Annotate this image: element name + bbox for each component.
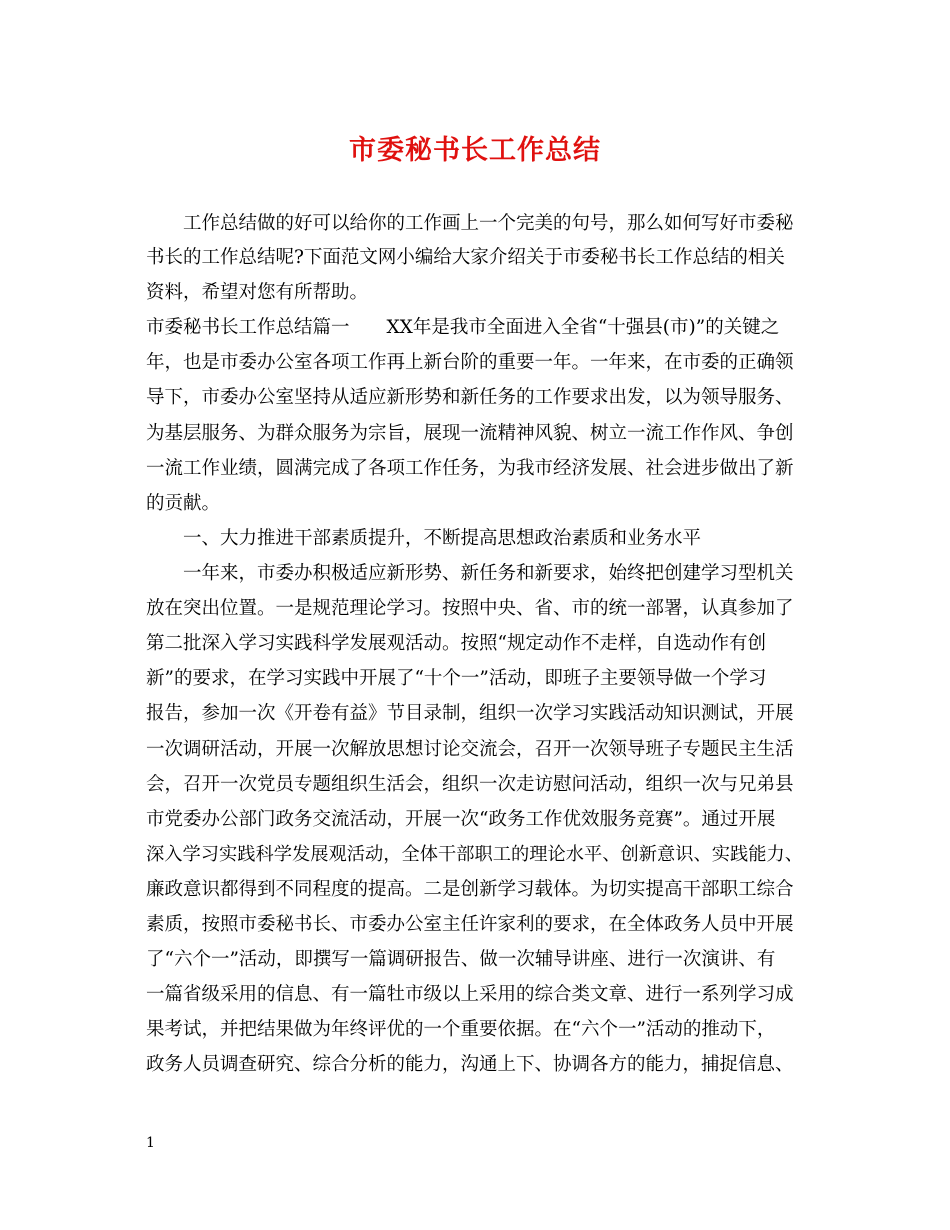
- body-line: 为基层服务、为群众服务为宗旨，展现一流精神风貌、树立一流工作作风、争创: [146, 423, 794, 444]
- body-line: 一次调研活动，开展一次解放思想讨论交流会，召开一次领导班子专题民主生活: [146, 739, 794, 760]
- page-number: 1: [146, 1135, 155, 1151]
- body-line: 了“六个一”活动，即撰写一篇调研报告、做一次辅导讲座、进行一次演讲、有: [146, 949, 776, 970]
- body-line: 工作总结做的好可以给你的工作画上一个完美的句号，那么如何写好市委秘: [146, 213, 794, 234]
- body-line: 素质，按照市委秘书长、市委办公室主任许家利的要求，在全体政务人员中开展: [146, 914, 794, 935]
- body-line: 资料，希望对您有所帮助。: [146, 282, 369, 303]
- body-line: 一流工作业绩，圆满完成了各项工作任务，为我市经济发展、社会进步做出了新: [146, 458, 794, 479]
- body-line: 第二批深入学习实践科学发展观活动。按照“规定动作不走样，自选动作有创: [146, 633, 766, 654]
- body-line: 放在突出位置。一是规范理论学习。按照中央、省、市的统一部署，认真参加了: [146, 598, 794, 619]
- body-line: 的贡献。: [146, 493, 221, 514]
- body-line: 导下，市委办公室坚持从适应新形势和新任务的工作要求出发，以为领导服务、: [146, 387, 794, 408]
- body-line: 深入学习实践科学发展观活动，全体干部职工的理论水平、创新意识、实践能力、: [146, 844, 803, 865]
- body-line: 书长的工作总结呢?下面范文网小编给大家介绍关于市委秘书长工作总结的相关: [146, 247, 785, 268]
- body-line: 市党委办公部门政务交流活动，开展一次“政务工作优效服务竞赛”。通过开展: [146, 809, 776, 830]
- section-heading: 一、大力推进干部素质提升，不断提高思想政治素质和业务水平: [146, 528, 702, 549]
- body-line: 年，也是市委办公室各项工作再上新台阶的重要一年。一年来，在市委的正确领: [146, 352, 794, 373]
- body-line: 会，召开一次党员专题组织生活会，组织一次走访慰问活动，组织一次与兄弟县: [146, 774, 794, 795]
- body-line: 报告，参加一次《开卷有益》节目录制，组织一次学习实践活动知识测试，开展: [146, 703, 794, 724]
- body-line: 廉政意识都得到不同程度的提高。二是创新学习载体。为切实提高干部职工综合: [146, 879, 794, 900]
- document-title: 市委秘书长工作总结: [349, 135, 601, 166]
- body-line: 市委秘书长工作总结篇一 XX年是我市全面进入全省“十强县(市)”的关键之: [146, 317, 780, 338]
- body-line: 果考试，并把结果做为年终评优的一个重要依据。在“六个一”活动的推动下，: [146, 1019, 776, 1040]
- body-line: 政务人员调查研究、综合分析的能力，沟通上下、协调各方的能力，捕捉信息、: [146, 1054, 794, 1075]
- body-line: 一篇省级采用的信息、有一篇牡市级以上采用的综合类文章、进行一系列学习成: [146, 984, 794, 1005]
- body-line: 一年来，市委办积极适应新形势、新任务和新要求，始终把创建学习型机关: [146, 563, 794, 584]
- body-line: 新”的要求，在学习实践中开展了“十个一”活动，即班子主要领导做一个学习: [146, 668, 767, 689]
